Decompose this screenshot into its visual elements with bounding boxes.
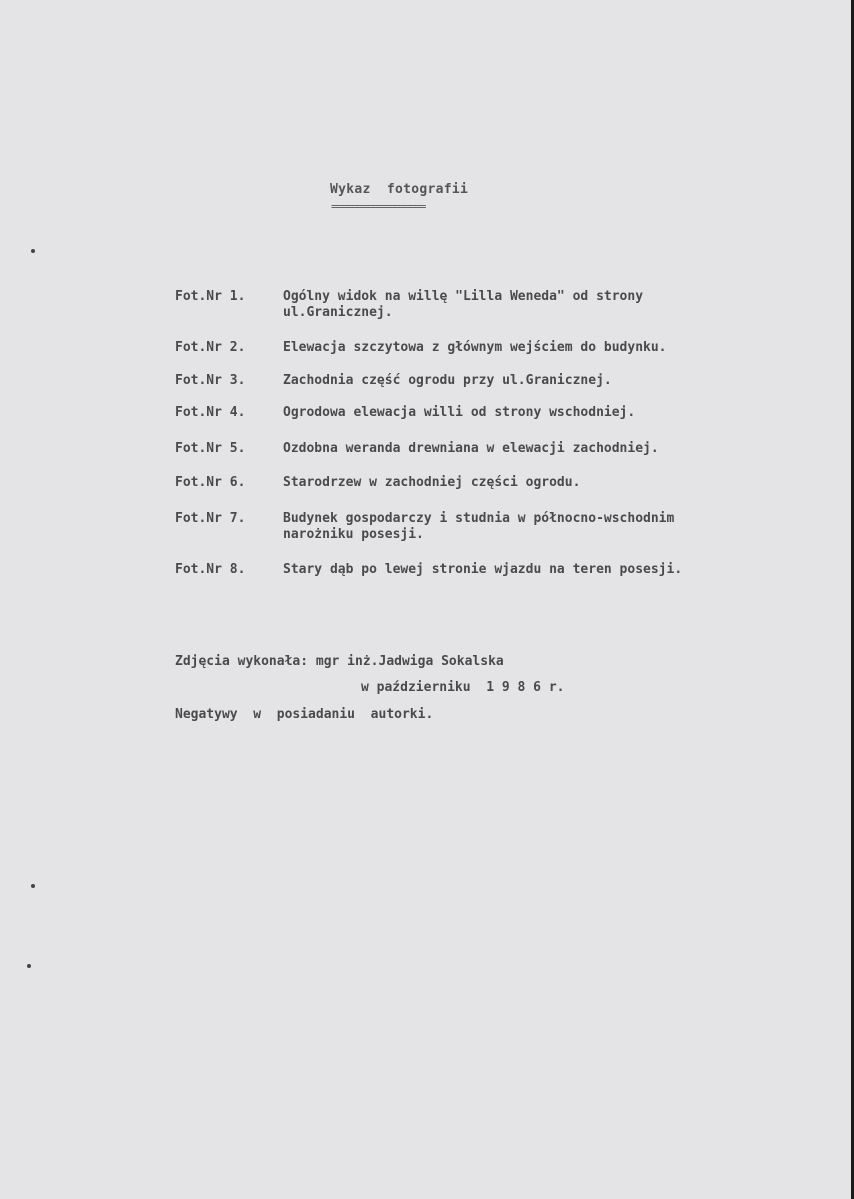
photo-entry — [175, 289, 643, 321]
photo-date: w październiku 1 9 8 6 r. — [361, 680, 565, 695]
photo-number: Fot.Nr 3. — [175, 373, 246, 388]
punch-hole — [31, 884, 35, 888]
negatives-note: Negatywy w posiadaniu autorki. — [175, 707, 434, 722]
title-underline: ================== — [331, 200, 426, 213]
photo-description-continued: narożniku posesji. — [283, 527, 424, 542]
photo-description-continued: ul.Granicznej. — [283, 305, 393, 320]
punch-hole — [27, 964, 31, 968]
photo-entry — [175, 340, 667, 356]
photo-number: Fot.Nr 2. — [175, 340, 246, 355]
photo-entry — [175, 511, 674, 543]
punch-hole — [31, 249, 35, 253]
photo-entry — [175, 373, 612, 389]
photo-description: Ozdobna weranda drewniana w elewacji zachodniej. — [283, 441, 659, 456]
document-title: Wykaz fotografii — [330, 182, 469, 197]
photo-number: Fot.Nr 1. — [175, 289, 246, 304]
photo-description: Elewacja szczytowa z głównym wejściem do budynku. — [283, 340, 667, 355]
photo-description: Ogólny widok na willę "Lilla Weneda" od strony — [283, 289, 644, 304]
photo-entry — [175, 475, 580, 491]
photo-description: Starodrzew w zachodniej części ogrodu. — [283, 475, 581, 490]
photo-number: Fot.Nr 8. — [175, 562, 246, 577]
photo-description: Stary dąb po lewej stronie wjazdu na teren posesji. — [283, 562, 683, 577]
photo-number: Fot.Nr 6. — [175, 475, 246, 490]
photo-entry — [175, 562, 682, 578]
photographer-credit: Zdjęcia wykonała: mgr inż.Jadwiga Sokalska — [175, 654, 504, 669]
photo-description: Zachodnia część ogrodu przy ul.Granicznej. — [283, 373, 612, 388]
photo-description: Budynek gospodarczy i studnia w północno-wschodnim — [283, 511, 675, 526]
photo-entry — [175, 405, 635, 421]
photo-entry — [175, 441, 659, 457]
photo-number: Fot.Nr 4. — [175, 405, 246, 420]
photo-description: Ogrodowa elewacja willi od strony wschodniej. — [283, 405, 636, 420]
photo-number: Fot.Nr 7. — [175, 511, 246, 526]
photo-number: Fot.Nr 5. — [175, 441, 246, 456]
